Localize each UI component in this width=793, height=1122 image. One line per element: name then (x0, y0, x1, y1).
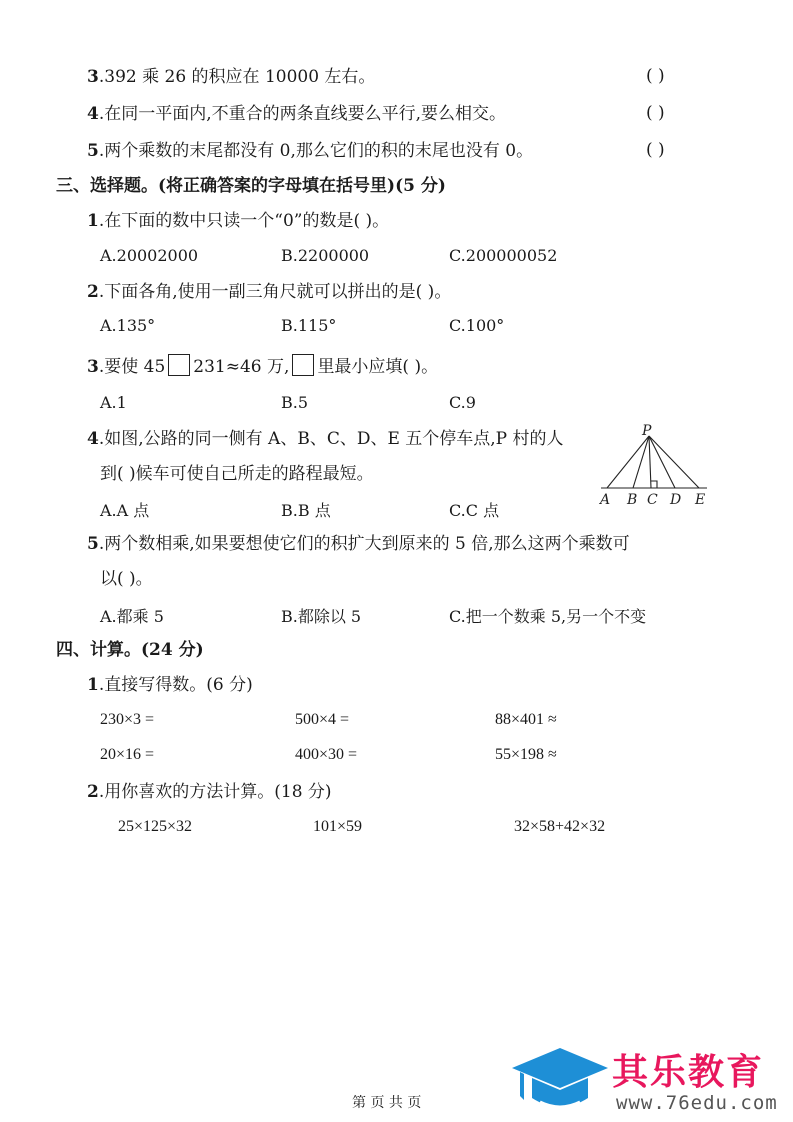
blank-box (168, 354, 190, 376)
calc-q2 (87, 781, 332, 803)
calc-expression: 230×3 = (100, 711, 155, 728)
road-figure (595, 422, 715, 508)
question-text: .要使 45 (98, 357, 166, 377)
answer-paren: ( ) (646, 66, 665, 86)
logo-name: 其乐教育 (612, 1052, 765, 1093)
calc-expression: 101×59 (313, 818, 363, 835)
judge-item-5 (87, 140, 533, 162)
calc-expression: 20×16 = (100, 746, 155, 763)
choice-q3 (87, 354, 438, 378)
question-number: 3 (87, 357, 99, 377)
answer-paren: ( ) (646, 140, 665, 160)
option-b: B.5 (281, 393, 309, 412)
question-text: .用你喜欢的方法计算。(18 分) (98, 782, 332, 802)
label-e: E (695, 492, 706, 508)
option-b: B.115° (281, 316, 337, 335)
label-d: D (670, 492, 682, 508)
answer-paren: ( ) (646, 103, 665, 123)
section-3-title: 三、选择题。(将正确答案的字母填在括号里)(5 分) (56, 176, 446, 196)
question-text-continued: 以( )。 (100, 569, 153, 589)
question-number: 2 (87, 282, 99, 302)
question-number: 1 (87, 675, 99, 695)
label-a: A (600, 492, 611, 508)
option-a: A.都乘 5 (100, 607, 164, 626)
option-b: B.2200000 (281, 246, 370, 265)
question-number: 5 (87, 141, 99, 161)
question-number: 4 (87, 429, 99, 449)
graduation-cap-icon (510, 1046, 610, 1118)
label-b: B (627, 492, 638, 508)
judge-item-4 (87, 103, 506, 125)
question-text: .如图,公路的同一侧有 A、B、C、D、E 五个停车点,P 村的人 (98, 429, 564, 449)
calc-expression: 32×58+42×32 (514, 818, 606, 835)
question-text: .392 乘 26 的积应在 10000 左右。 (98, 67, 376, 87)
question-text: .下面各角,使用一副三角尺就可以拼出的是( )。 (98, 282, 452, 302)
option-a: A.1 (100, 393, 127, 412)
section-4-title: 四、计算。(24 分) (56, 640, 204, 660)
blank-box (292, 354, 314, 376)
choice-q4 (87, 428, 564, 450)
option-b: B.都除以 5 (281, 607, 362, 626)
option-b: B.B 点 (281, 501, 331, 520)
option-c: C.9 (449, 393, 476, 412)
logo-url: www.76edu.com (616, 1092, 778, 1114)
question-number: 5 (87, 534, 99, 554)
option-a: A.A 点 (100, 501, 150, 520)
question-number: 3 (87, 67, 99, 87)
right-angle-mark (651, 481, 657, 488)
choice-q2 (87, 281, 451, 303)
site-logo (510, 1040, 790, 1120)
question-number: 1 (87, 211, 99, 231)
option-c: C.200000052 (449, 246, 558, 265)
option-c: C.C 点 (449, 501, 500, 520)
question-text: .两个乘数的末尾都没有 0,那么它们的积的末尾也没有 0。 (98, 141, 534, 161)
judge-item-3 (87, 66, 375, 88)
calc-expression: 500×4 = (295, 711, 350, 728)
segment-pb (633, 436, 649, 488)
segment-pe (649, 436, 699, 488)
option-c: C.100° (449, 316, 505, 335)
calc-q1 (87, 674, 253, 696)
question-text-continued: 到( )候车可使自己所走的路程最短。 (100, 464, 374, 484)
segment-pa (607, 436, 649, 488)
calc-expression: 25×125×32 (118, 818, 193, 835)
question-number: 4 (87, 104, 99, 124)
option-c: C.把一个数乘 5,另一个不变 (449, 607, 647, 626)
calc-expression: 55×198 ≈ (495, 746, 557, 763)
choice-q5 (87, 533, 630, 555)
segment-pd (649, 436, 675, 488)
question-text: 里最小应填( )。 (317, 357, 439, 377)
option-a: A.20002000 (100, 246, 199, 265)
question-text: .在同一平面内,不重合的两条直线要么平行,要么相交。 (98, 104, 507, 124)
question-text: .两个数相乘,如果要想使它们的积扩大到原来的 5 倍,那么这两个乘数可 (98, 534, 630, 554)
label-p: P (642, 423, 652, 439)
question-number: 2 (87, 782, 99, 802)
choice-q1 (87, 210, 389, 232)
label-c: C (647, 492, 658, 508)
question-text: .在下面的数中只读一个“0”的数是( )。 (98, 211, 390, 231)
question-text: 231≈46 万, (193, 357, 290, 377)
page-footer: 第 页 共 页 (352, 1095, 422, 1111)
segment-pc (649, 436, 651, 488)
question-text: .直接写得数。(6 分) (98, 675, 253, 695)
option-a: A.135° (100, 316, 156, 335)
calc-expression: 88×401 ≈ (495, 711, 557, 728)
calc-expression: 400×30 = (295, 746, 358, 763)
